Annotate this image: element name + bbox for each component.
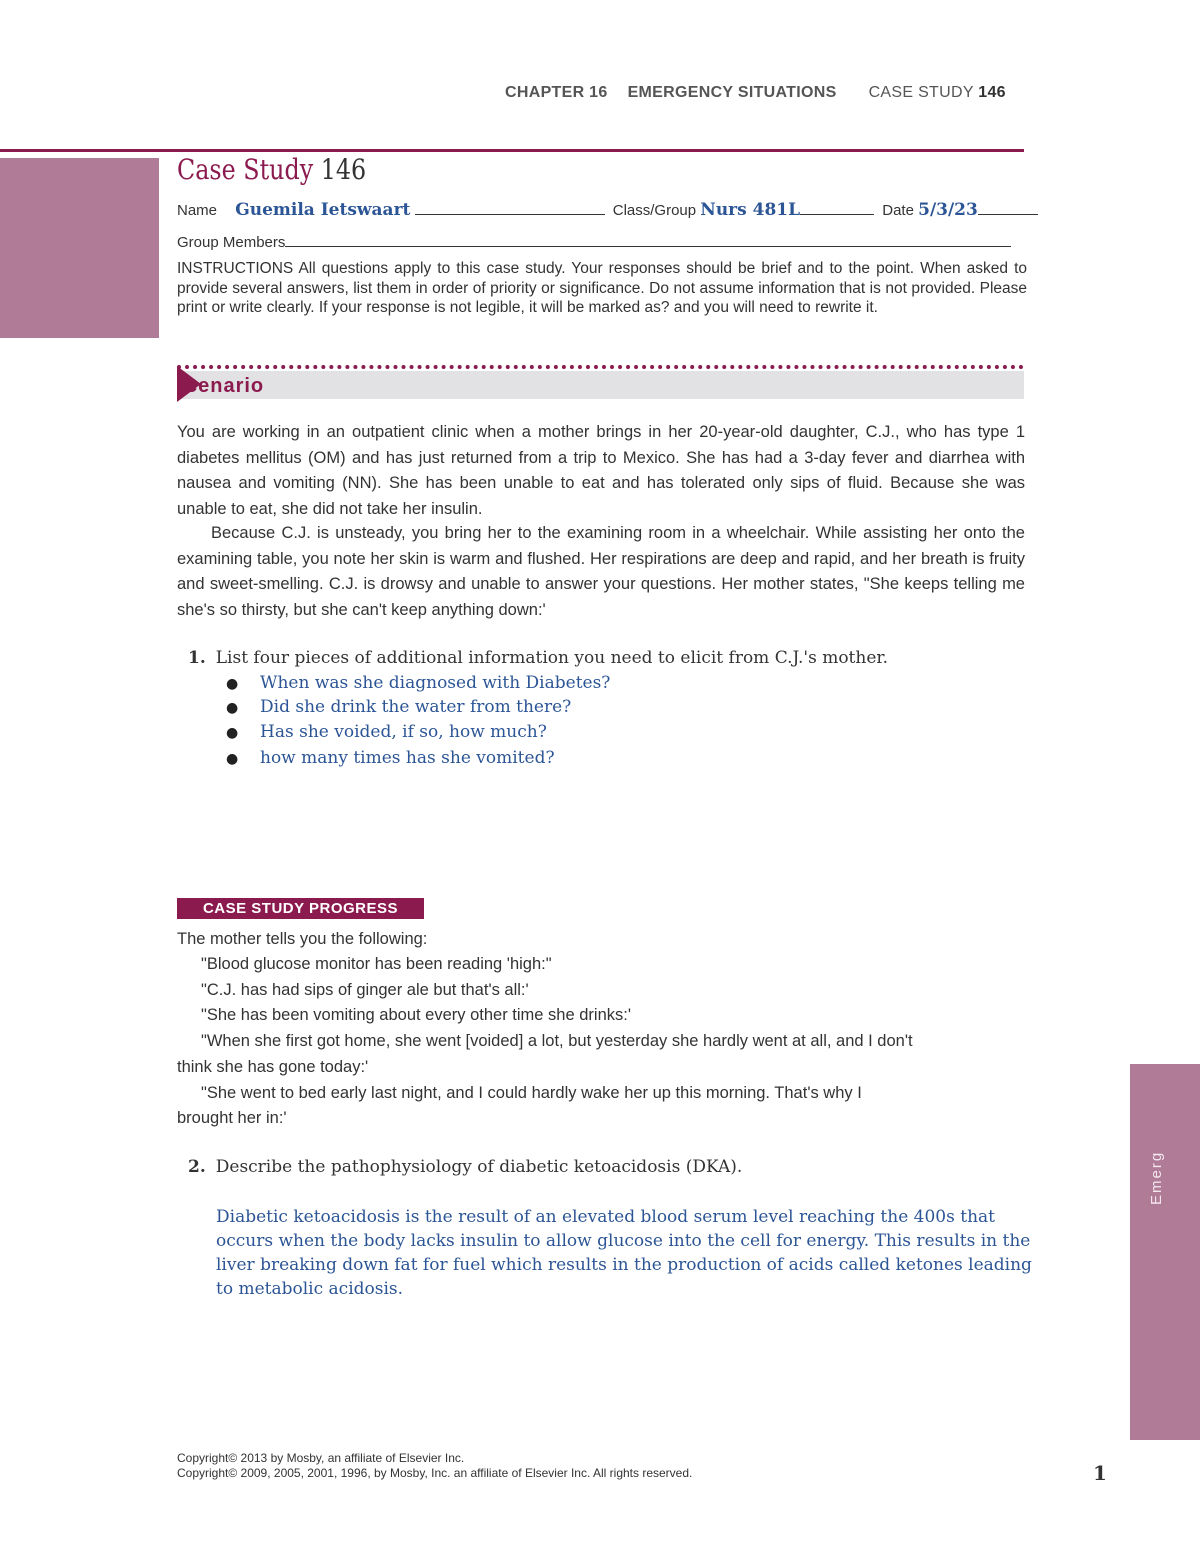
progress-line: "When she first got home, she went [voided] a lot, but yesterday she hardly went at all, and I don't: [201, 1032, 913, 1050]
list-item: [226, 748, 555, 768]
question-2-text: Describe the pathophysiology of diabetic ketoacidosis (DKA).: [215, 1157, 743, 1177]
page-title: [177, 153, 366, 186]
bullet-icon: ●: [226, 676, 239, 692]
case-study-progress-badge: CASE STUDY PROGRESS: [177, 898, 424, 919]
question-2-answer: Diabetic ketoacidosis is the result of an elevated blood serum level reaching the 400s that occurs when the body lacks insulin to allow glucose into the cell for energy. This results in the liver breaking down fat for fuel which results in the production of acids called ketones leading to metabolic acidosis.: [216, 1207, 1032, 1299]
bullet-icon: ●: [226, 725, 239, 741]
chapter-label: CHAPTER 16: [505, 84, 608, 101]
title-word: Case Study: [177, 153, 314, 186]
copyright-line-1: Copyright© 2013 by Mosby, an affiliate of Elsevier Inc.: [177, 1451, 465, 1465]
instructions: INSTRUCTIONS All questions apply to this case study. Your responses should be brief and to the point. When asked to provide several answers, list them in order of priority or significance. Do not assume information that is not provided. Please print or write clearly. If your response is not legible, it will be marked as? and you will need to rewrite it.: [177, 260, 1027, 316]
list-item: [226, 697, 571, 717]
progress-intro: The mother tells you the following:: [177, 930, 428, 948]
name-row: [177, 200, 1038, 220]
right-tab-block: [1130, 1064, 1200, 1440]
progress-line: "She has been vomiting about every other time she drinks:': [201, 1006, 631, 1024]
answer-1-3: Has she voided, if so, how much?: [260, 722, 547, 742]
scenario-heading: cenario: [186, 375, 265, 397]
progress-line: "She went to bed early last night, and I could hardly wake her up this morning. That's why I: [201, 1084, 862, 1102]
list-item: [226, 673, 610, 693]
class-label: Class/Group: [612, 202, 697, 219]
date-value[interactable]: 5/3/23: [918, 200, 978, 220]
class-underline: [800, 200, 874, 215]
answer-1-4: how many times has she vomited?: [260, 748, 555, 768]
question-1-number: 1.: [188, 648, 206, 668]
section-label: EMERGENCY SITUATIONS: [627, 84, 837, 101]
group-members-field[interactable]: [285, 232, 1011, 247]
header-rule: [0, 149, 1024, 152]
side-tab-text: Emerg: [1148, 1150, 1165, 1205]
scenario-paragraph-1: You are working in an outpatient clinic when a mother brings in her 20-year-old daughter, C.J., who has type 1 diabetes mellitus (OM) and has just returned from a trip to Mexico. She has had a 3-day fever and diarrhea with nausea and vomiting (NN). She has been unable to eat and has tolerated only sips of fluid. Because she was unable to eat, she did not take her insulin.: [177, 423, 1025, 518]
running-header: [505, 84, 1006, 102]
question-1-text: List four pieces of additional information you need to elicit from C.J.'s mother.: [215, 648, 889, 668]
copyright-line-2: Copyright© 2009, 2005, 2001, 1996, by Mosby, Inc. an affiliate of Elsevier Inc. All rights reserved.: [177, 1466, 693, 1480]
name-value[interactable]: Guemila Ietswaart: [235, 200, 411, 220]
date-underline: [978, 200, 1038, 215]
answer-1-2: Did she drink the water from there?: [260, 697, 572, 717]
question-2: [188, 1157, 742, 1177]
title-number: 146: [320, 153, 367, 186]
progress-line: "C.J. has had sips of ginger ale but that's all:': [201, 981, 529, 999]
bullet-icon: ●: [226, 700, 239, 716]
side-color-block: [0, 158, 159, 338]
class-value[interactable]: Nurs 481L: [700, 200, 801, 220]
case-number: 146: [978, 84, 1006, 101]
answer-1-1: When was she diagnosed with Diabetes?: [260, 673, 611, 693]
list-item: [226, 722, 547, 742]
progress-line: "Blood glucose monitor has been reading 'high:": [201, 955, 552, 973]
date-label: Date: [882, 202, 914, 219]
scenario-bar: [177, 371, 1024, 399]
scenario-dotted-rule: [177, 365, 1024, 369]
progress-line: brought her in:': [177, 1109, 287, 1127]
question-1: [188, 648, 888, 668]
bullet-icon: ●: [226, 751, 239, 767]
progress-line: think she has gone today:': [177, 1058, 369, 1076]
group-members-label: Group Members: [177, 234, 286, 251]
case-label: CASE STUDY: [868, 84, 974, 101]
group-members-row: [177, 232, 1011, 251]
name-underline: [415, 200, 605, 215]
question-2-number: 2.: [188, 1157, 206, 1177]
page-number: 1: [1093, 1461, 1107, 1485]
scenario-paragraph-2: Because C.J. is unsteady, you bring her to the examining room in a wheelchair. While assisting her onto the examining table, you note her skin is warm and flushed. Her respirations are deep and rapid, and her breath is fruity and sweet-smelling. C.J. is drowsy and unable to answer your questions. Her mother states, "She keeps telling me she's so thirsty, but she can't keep anything down:': [177, 524, 1025, 619]
name-label: Name: [177, 202, 218, 219]
